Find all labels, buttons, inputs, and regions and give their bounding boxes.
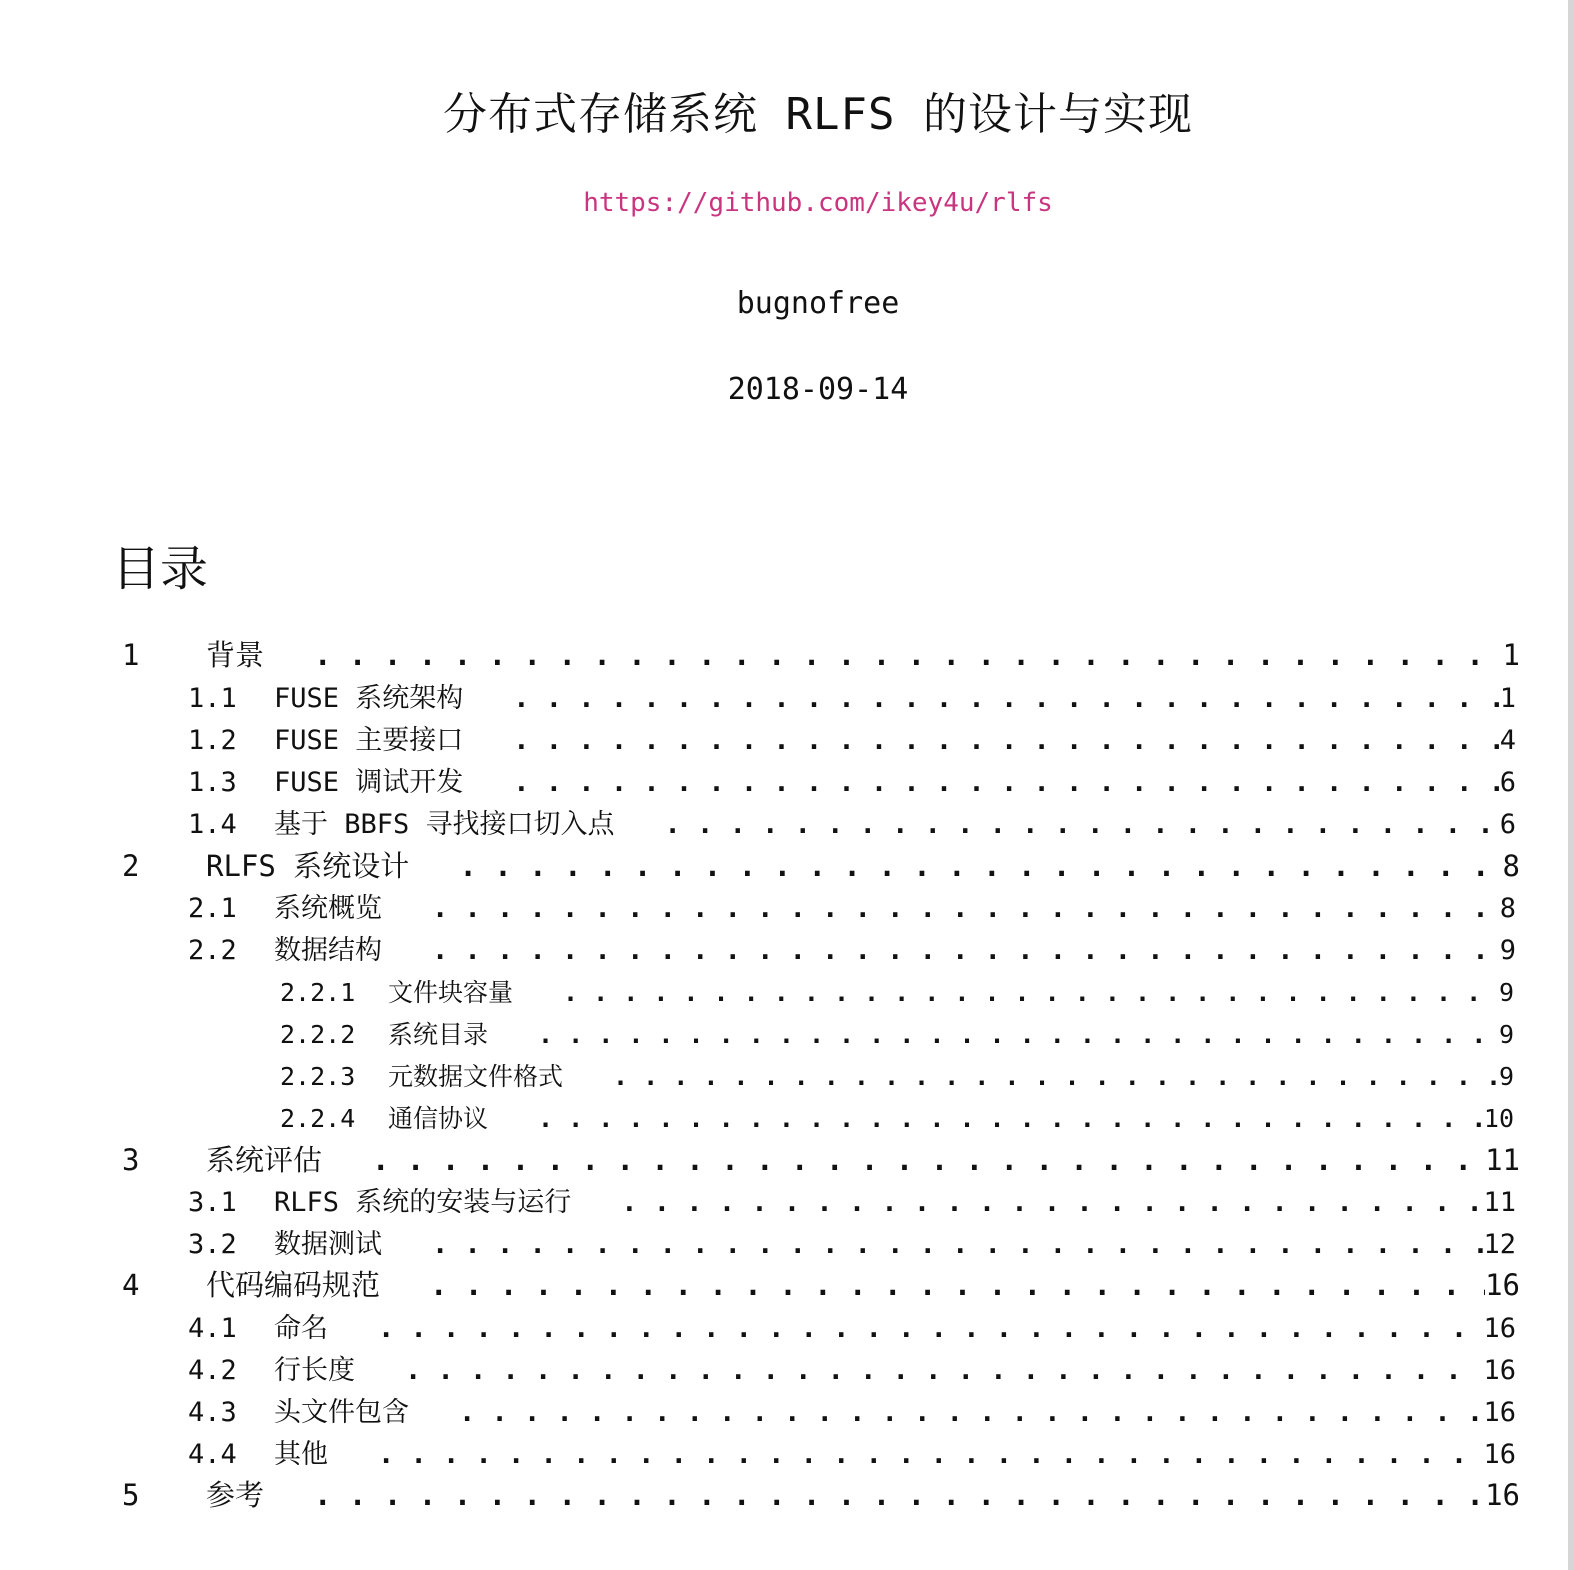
toc-entry-2-2[interactable] xyxy=(188,928,1516,967)
toc-entry-label: 参考 xyxy=(206,1478,265,1512)
toc-entry-label: FUSE 调试开发 xyxy=(274,767,464,798)
toc-entry-number: 2.1 xyxy=(188,893,237,924)
toc-entry-number: 1.3 xyxy=(188,767,237,798)
toc-entry-page: 16 xyxy=(1483,1439,1516,1470)
toc-entry-page: 16 xyxy=(1485,1478,1520,1512)
toc-dot-leader xyxy=(372,1143,1485,1177)
toc-entry-page: 8 xyxy=(1502,849,1520,883)
toc-entry-number: 2.2 xyxy=(188,935,237,966)
toc-entry-label: 代码编码规范 xyxy=(206,1268,381,1302)
toc-entry-number: 4.4 xyxy=(188,1439,237,1470)
toc-entry-4[interactable] xyxy=(122,1263,1520,1304)
toc-entry-4-3[interactable] xyxy=(188,1390,1516,1429)
toc-dot-leader xyxy=(513,683,1499,714)
toc-entry-number: 2 xyxy=(122,849,140,883)
toc-entry-number: 2.2.3 xyxy=(280,1062,356,1091)
toc-entry-2-2-3[interactable] xyxy=(280,1057,1514,1093)
toc-entry-page: 11 xyxy=(1485,1143,1520,1177)
toc-dot-leader xyxy=(378,1313,1483,1344)
toc-entry-2-2-4[interactable] xyxy=(280,1099,1514,1135)
toc-entry-label: RLFS 系统设计 xyxy=(206,849,410,883)
toc-entry-page: 1 xyxy=(1502,638,1520,672)
toc-entry-number: 3 xyxy=(122,1143,140,1177)
toc-entry-4-4[interactable] xyxy=(188,1432,1516,1471)
toc-entry-page: 1 xyxy=(1499,683,1516,714)
toc-entry-3-2[interactable] xyxy=(188,1222,1516,1261)
toc-entry-label: 系统概览 xyxy=(274,893,382,924)
toc-entry-number: 5 xyxy=(122,1478,140,1512)
toc-entry-number: 4.3 xyxy=(188,1397,237,1428)
toc-dot-leader xyxy=(432,1229,1483,1260)
toc-entry-label: 系统评估 xyxy=(206,1143,323,1177)
toc-entry-number: 2.2.1 xyxy=(280,978,356,1007)
toc-entry-label: RLFS 系统的安装与运行 xyxy=(274,1187,572,1218)
toc-entry-number: 2.2.2 xyxy=(280,1020,356,1049)
toc-dot-leader xyxy=(665,809,1500,840)
toc-entry-page: 12 xyxy=(1483,1229,1516,1260)
toc-entry-label: 系统目录 xyxy=(388,1020,489,1049)
toc-entry-number: 4 xyxy=(122,1268,140,1302)
toc-entry-2-2-1[interactable] xyxy=(280,973,1514,1009)
toc-entry-number: 1.2 xyxy=(188,725,237,756)
toc-dot-leader xyxy=(405,1355,1483,1386)
toc-entry-1-4[interactable] xyxy=(188,802,1516,841)
toc-entry-label: 数据测试 xyxy=(274,1229,382,1260)
toc-dot-leader xyxy=(538,1020,1499,1049)
toc-entry-label: 头文件包含 xyxy=(274,1397,409,1428)
toc-entry-page: 16 xyxy=(1483,1313,1516,1344)
toc-entry-label: 基于 BBFS 寻找接口切入点 xyxy=(274,809,615,840)
toc-dot-leader xyxy=(621,1187,1483,1218)
toc-entry-label: 文件块容量 xyxy=(388,978,514,1007)
toc-entry-page: 6 xyxy=(1499,809,1516,840)
toc-dot-leader xyxy=(314,1478,1485,1512)
toc-entry-page: 9 xyxy=(1499,935,1516,966)
toc-entry-page: 8 xyxy=(1499,893,1516,924)
page-edge-shadow xyxy=(1568,0,1574,1570)
toc-entry-label: 元数据文件格式 xyxy=(388,1062,564,1091)
toc-entry-2-2-2[interactable] xyxy=(280,1015,1514,1051)
toc-entry-4-1[interactable] xyxy=(188,1306,1516,1345)
toc-entry-page: 9 xyxy=(1498,978,1514,1007)
toc-heading: 目录 xyxy=(112,541,209,597)
toc-entry-page: 4 xyxy=(1499,725,1516,756)
toc-entry-label: 数据结构 xyxy=(274,935,382,966)
toc-entry-3-1[interactable] xyxy=(188,1180,1516,1219)
toc-dot-leader xyxy=(513,725,1499,756)
toc-dot-leader xyxy=(459,1397,1483,1428)
toc-entry-label: 背景 xyxy=(206,638,265,672)
toc-entry-number: 1.1 xyxy=(188,683,237,714)
toc-dot-leader xyxy=(378,1439,1483,1470)
toc-entry-3[interactable] xyxy=(122,1138,1520,1179)
toc-entry-1-3[interactable] xyxy=(188,760,1516,799)
toc-entry-number: 3.2 xyxy=(188,1229,237,1260)
toc-entry-page: 16 xyxy=(1483,1355,1516,1386)
toc-dot-leader xyxy=(432,935,1500,966)
toc-entry-1[interactable] xyxy=(122,633,1520,674)
toc-entry-number: 3.1 xyxy=(188,1187,237,1218)
toc-dot-leader xyxy=(314,638,1503,672)
toc-entry-1-2[interactable] xyxy=(188,718,1516,757)
toc-entry-page: 9 xyxy=(1498,1062,1514,1091)
toc-dot-leader xyxy=(563,978,1499,1007)
toc-entry-number: 1 xyxy=(122,638,140,672)
toc-entry-2-1[interactable] xyxy=(188,886,1516,925)
toc-dot-leader xyxy=(430,1268,1485,1302)
toc-dot-leader xyxy=(513,767,1499,798)
toc-dot-leader xyxy=(538,1104,1484,1133)
toc-entry-1-1[interactable] xyxy=(188,676,1516,715)
repository-link[interactable]: https://github.com/ikey4u/rlfs xyxy=(583,188,1053,218)
toc-dot-leader xyxy=(432,893,1500,924)
toc-entry-page: 16 xyxy=(1483,1397,1516,1428)
toc-entry-number: 4.2 xyxy=(188,1355,237,1386)
toc-dot-leader xyxy=(613,1062,1499,1091)
toc-entry-label: 其他 xyxy=(274,1439,328,1470)
toc-entry-label: FUSE 主要接口 xyxy=(274,725,464,756)
toc-entry-page: 6 xyxy=(1499,767,1516,798)
document-title: 分布式存储系统 RLFS 的设计与实现 xyxy=(443,89,1193,140)
toc-entry-5[interactable] xyxy=(122,1473,1520,1514)
toc-dot-leader xyxy=(459,849,1502,883)
toc-entry-page: 11 xyxy=(1483,1187,1516,1218)
toc-entry-number: 2.2.4 xyxy=(280,1104,356,1133)
toc-entry-number: 4.1 xyxy=(188,1313,237,1344)
toc-entry-page: 16 xyxy=(1485,1268,1520,1302)
document-date: 2018-09-14 xyxy=(727,372,909,407)
toc-entry-4-2[interactable] xyxy=(188,1348,1516,1387)
toc-entry-label: 命名 xyxy=(274,1313,328,1344)
toc-entry-2[interactable] xyxy=(122,844,1520,885)
toc-entry-label: 通信协议 xyxy=(388,1104,489,1133)
toc-entry-page: 9 xyxy=(1498,1020,1514,1049)
toc-entry-label: FUSE 系统架构 xyxy=(274,683,464,714)
toc-entry-label: 行长度 xyxy=(274,1355,355,1386)
author-name: bugnofree xyxy=(736,286,900,321)
toc-entry-page: 10 xyxy=(1483,1104,1514,1133)
toc-entry-number: 1.4 xyxy=(188,809,237,840)
